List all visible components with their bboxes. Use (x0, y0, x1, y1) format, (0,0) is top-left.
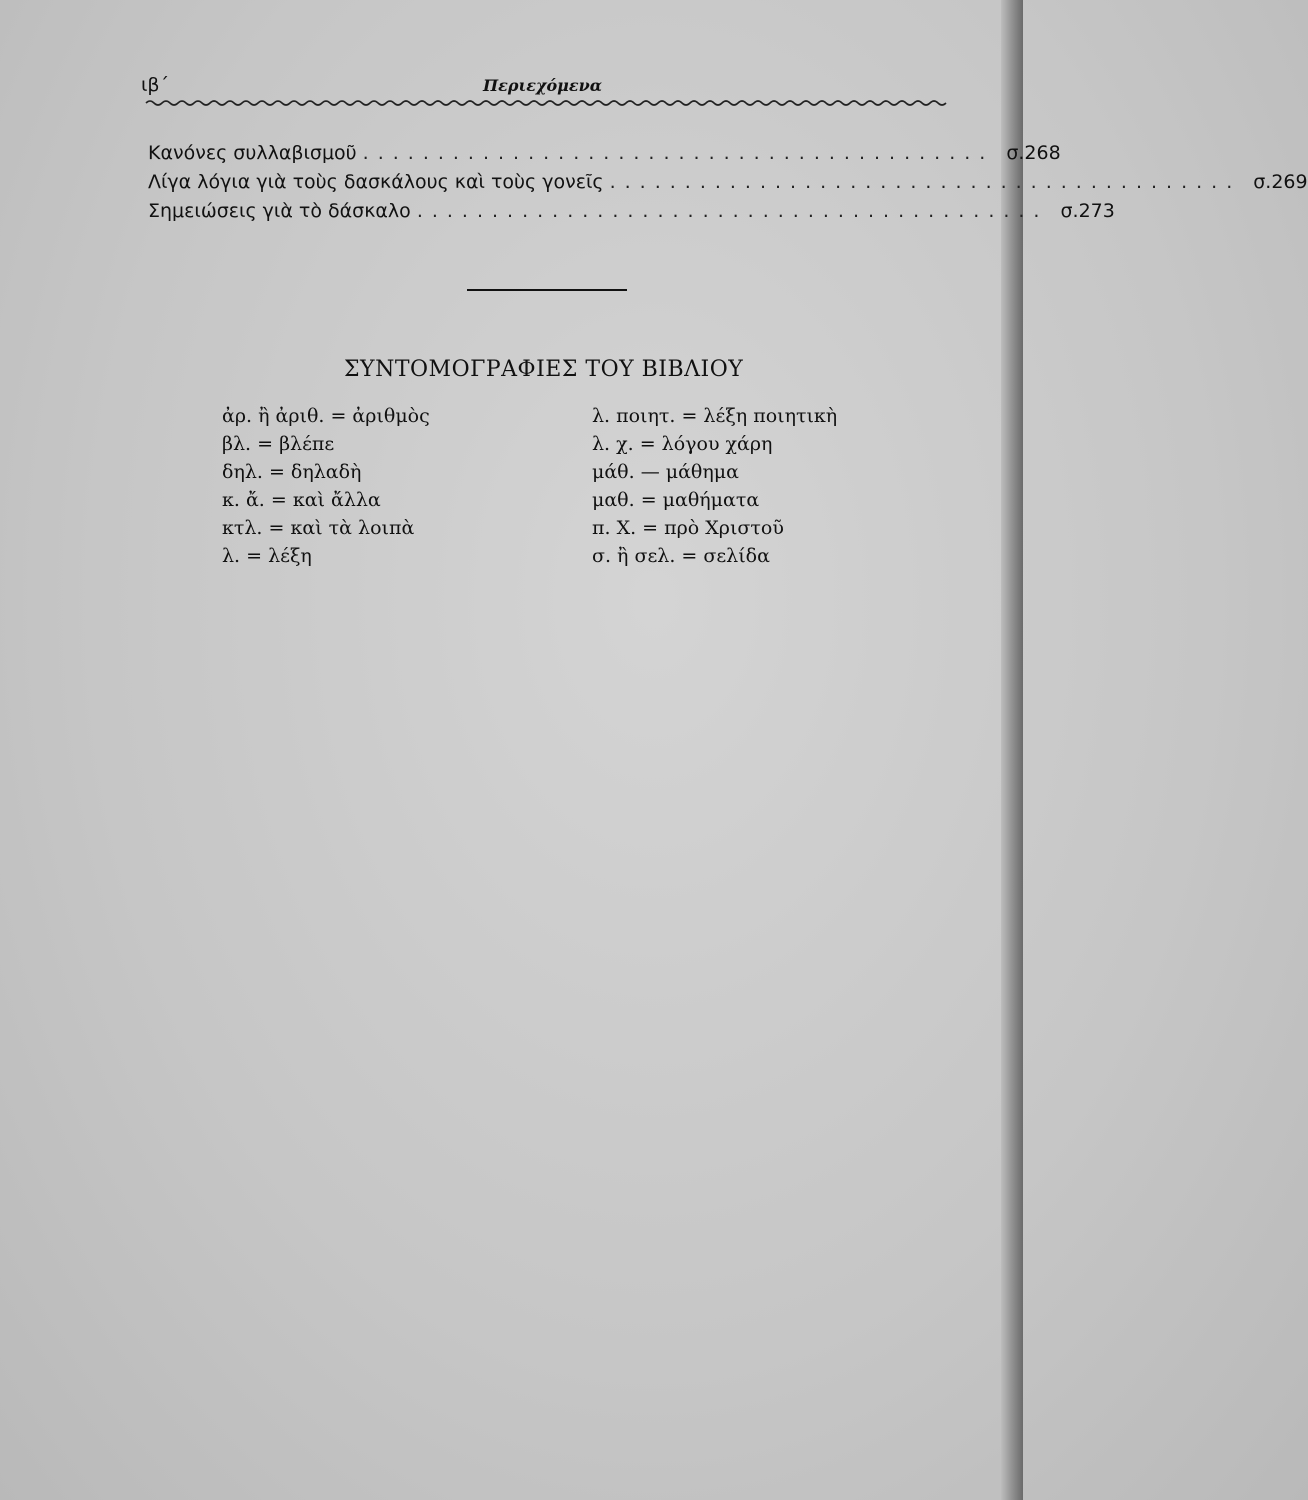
toc-entry-page: 273 (1078, 200, 1115, 222)
wavy-rule-divider (146, 97, 946, 109)
table-of-contents (148, 142, 1308, 229)
toc-entry-page: 269 (1271, 171, 1308, 193)
abbreviation-item: λ. χ. = λόγου χάρη (592, 433, 773, 455)
toc-entry (148, 200, 1115, 229)
toc-entry-title: Λίγα λόγια γιὰ τοὺς δασκάλους καὶ τοὺς γονεῖς (148, 171, 604, 193)
running-head: Περιεχόμενα (483, 76, 602, 95)
toc-entry-title: Σημειώσεις γιὰ τὸ δάσκαλο (148, 200, 411, 222)
abbreviation-item: ἀρ. ἢ ἀριθ. = ἀριθμὸς (222, 405, 430, 427)
toc-entry (148, 171, 1308, 200)
toc-entry (148, 142, 1061, 171)
toc-entry-title: Κανόνες συλλαβισμοῦ (148, 142, 357, 164)
abbreviations-right-column (592, 402, 837, 570)
abbreviations-heading: ΣΥΝΤΟΜΟΓΡΑΦΙΕΣ ΤΟΥ ΒΙΒΛΙΟΥ (344, 357, 744, 382)
toc-leader-dots: .......................................... (362, 142, 995, 164)
toc-leader-dots: .......................................... (416, 200, 1049, 222)
abbreviations-left-column (222, 402, 430, 570)
abbreviation-item: μάθ. — μάθημα (592, 461, 739, 483)
abbreviation-item: μαθ. = μαθήματα (592, 489, 760, 511)
abbreviation-item: δηλ. = δηλαδὴ (222, 461, 362, 483)
abbreviation-item: λ. = λέξη (222, 545, 312, 567)
toc-entry-page-abbr: σ. (1253, 171, 1272, 193)
abbreviation-item: κ. ἄ. = καὶ ἄλλα (222, 489, 381, 511)
page-edge-shadow (1001, 0, 1023, 1500)
abbreviation-item: κτλ. = καὶ τὰ λοιπὰ (222, 517, 415, 539)
toc-entry-page-abbr: σ. (1006, 142, 1025, 164)
section-divider-rule (467, 289, 627, 291)
abbreviation-item: λ. ποιητ. = λέξη ποιητικὴ (592, 405, 838, 427)
abbreviation-item: π. Χ. = πρὸ Χριστοῦ (592, 517, 784, 539)
abbreviation-item: βλ. = βλέπε (222, 433, 335, 455)
toc-entry-page: 268 (1024, 142, 1061, 164)
toc-entry-page-abbr: σ. (1060, 200, 1079, 222)
page-number: ιβ΄ (141, 74, 170, 96)
abbreviation-item: σ. ἢ σελ. = σελίδα (592, 545, 770, 567)
toc-leader-dots: .......................................... (609, 171, 1242, 193)
